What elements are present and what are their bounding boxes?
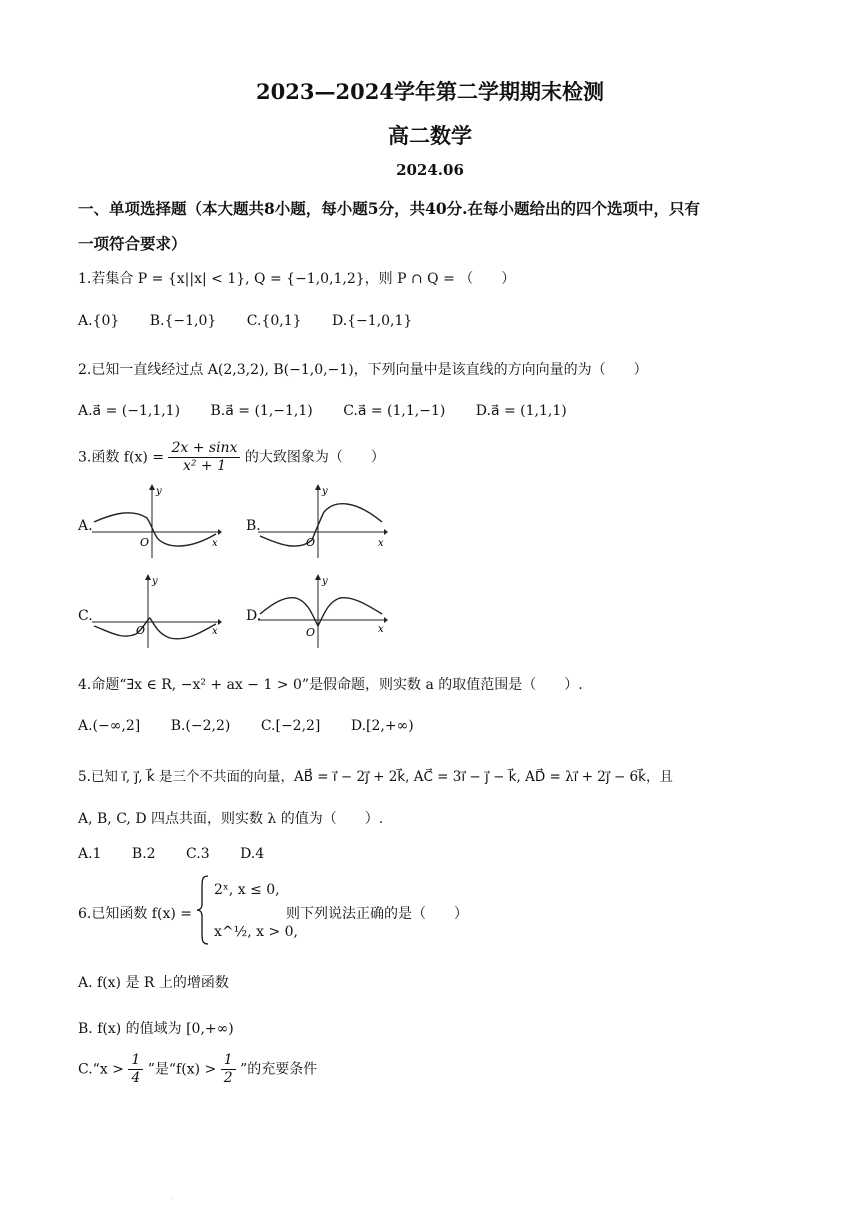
q6-optc-post: ”的充要条件 [240, 1061, 318, 1078]
q6-optc-frac1-num: 1 [128, 1052, 143, 1070]
q3-numerator: 2x + sinx [168, 440, 240, 458]
graph-a[interactable] [92, 484, 222, 558]
footer-dot: · [172, 1196, 174, 1203]
graph-c-label: C. [78, 608, 93, 624]
q1-option-d[interactable]: D.{−1,0,1} [331, 313, 413, 329]
q5-option-a[interactable]: A.1 [78, 846, 102, 862]
q1-stem: 1.若集合 P = {x||x| < 1}, Q = {−1,0,1,2}，则 P ∩ Q = （ ） [78, 271, 516, 287]
q5-stem-line2: A, B, C, D 四点共面，则实数 λ 的值为（ ）. [78, 811, 384, 827]
graph-b-label: B. [246, 518, 261, 534]
section-heading-line1: 一、单项选择题（本大题共8小题，每小题5分，共40分.在每小题给出的四个选项中，只有 [78, 199, 701, 218]
graph-b-origin: O [306, 536, 316, 549]
graph-a-x: x [212, 538, 218, 549]
exam-subject: 高二数学 [388, 123, 472, 148]
graph-c-x: x [212, 626, 218, 637]
q5-stem-line1: 5.已知 i⃗, j⃗, k⃗ 是三个不共面的向量，AB⃗ = i⃗ − 2j⃗ + 2k⃗, AC⃗ = 3i⃗ − j⃗ − k⃗, AD⃗ = λi⃗ + 2j⃗ − 6k⃗，且 [78, 769, 673, 785]
q3-stem [78, 440, 385, 475]
graph-b-x: x [378, 538, 384, 549]
q4-option-c[interactable]: C.[−2,2] [260, 718, 321, 734]
q5-option-c[interactable]: C.3 [186, 846, 210, 862]
q2-stem: 2.已知一直线经过点 A(2,3,2), B(−1,0,−1)，下列向量中是该直线的方向向量的为（ ） [78, 362, 648, 378]
q6-option-a[interactable]: A. f(x) 是 R 上的增函数 [78, 975, 229, 991]
q6-brace-icon [196, 874, 210, 946]
q6-prefix: 6.已知函数 f(x) = [78, 906, 192, 922]
q2-option-b[interactable]: B.a⃗ = (1,−1,1) [210, 403, 313, 419]
graph-c[interactable] [92, 574, 222, 648]
graph-d-label: D. [246, 608, 262, 624]
graph-d-origin: O [306, 626, 316, 639]
q4-options [78, 718, 440, 734]
q6-optc-frac2-den: 2 [223, 1070, 233, 1086]
q1-option-a[interactable]: A.{0} [78, 313, 120, 329]
q5-options [78, 846, 290, 862]
graph-d-x: x [378, 624, 384, 635]
q4-option-a[interactable]: A.(−∞,2] [78, 718, 141, 734]
graph-c-y: y [152, 576, 158, 587]
graph-a-origin: O [140, 536, 150, 549]
q3-fraction [168, 440, 240, 475]
q6-option-c[interactable] [78, 1052, 317, 1087]
q3-suffix: 的大致图象为（ ） [244, 449, 385, 466]
q5-option-d[interactable]: D.4 [240, 846, 265, 862]
q2-option-c[interactable]: C.a⃗ = (1,1,−1) [343, 403, 446, 419]
q6-optc-frac2-num: 1 [221, 1052, 236, 1070]
q2-option-d[interactable]: D.a⃗ = (1,1,1) [475, 403, 567, 419]
q6-optc-mid: ”是“f(x) > [147, 1061, 217, 1078]
q4-stem: 4.命题“∃x ∈ R, −x² + ax − 1 > 0”是假命题，则实数 a 的取值范围是（ ）. [78, 677, 583, 693]
q6-optc-frac1 [128, 1052, 143, 1087]
q3-denominator: x² + 1 [182, 458, 226, 474]
exam-date: 2024.06 [396, 161, 464, 179]
q3-prefix: 3.函数 f(x) = [78, 449, 164, 466]
graph-c-origin: O [136, 624, 146, 637]
q6-case1: 2ˣ, x ≤ 0, [214, 882, 280, 898]
graph-d-y: y [322, 576, 328, 587]
q1-option-c[interactable]: C.{0,1} [246, 313, 302, 329]
q6-suffix: 则下列说法正确的是（ ） [286, 906, 468, 922]
exam-title: 2023—2024学年第二学期期末检测 [256, 79, 604, 104]
graph-d[interactable] [258, 574, 388, 648]
q1-options [78, 313, 438, 329]
q6-option-b[interactable]: B. f(x) 的值域为 [0,+∞) [78, 1021, 234, 1037]
q6-optc-frac1-den: 4 [131, 1070, 141, 1086]
graph-a-label: A. [78, 518, 93, 534]
q6-optc-pre: C.“x > [78, 1061, 124, 1078]
q4-option-d[interactable]: D.[2,+∞) [350, 718, 414, 734]
q2-options [78, 403, 593, 419]
q6-optc-frac2 [221, 1052, 236, 1087]
q4-option-b[interactable]: B.(−2,2) [170, 718, 231, 734]
section-heading-line2: 一项符合要求） [78, 234, 187, 253]
graph-b[interactable] [258, 484, 388, 558]
q6-case2: x^½, x > 0, [214, 924, 298, 940]
graph-b-y: y [322, 486, 328, 497]
q1-option-b[interactable]: B.{−1,0} [149, 313, 217, 329]
graph-a-y: y [156, 486, 162, 497]
q2-option-a[interactable]: A.a⃗ = (−1,1,1) [78, 403, 181, 419]
q5-option-b[interactable]: B.2 [131, 846, 156, 862]
